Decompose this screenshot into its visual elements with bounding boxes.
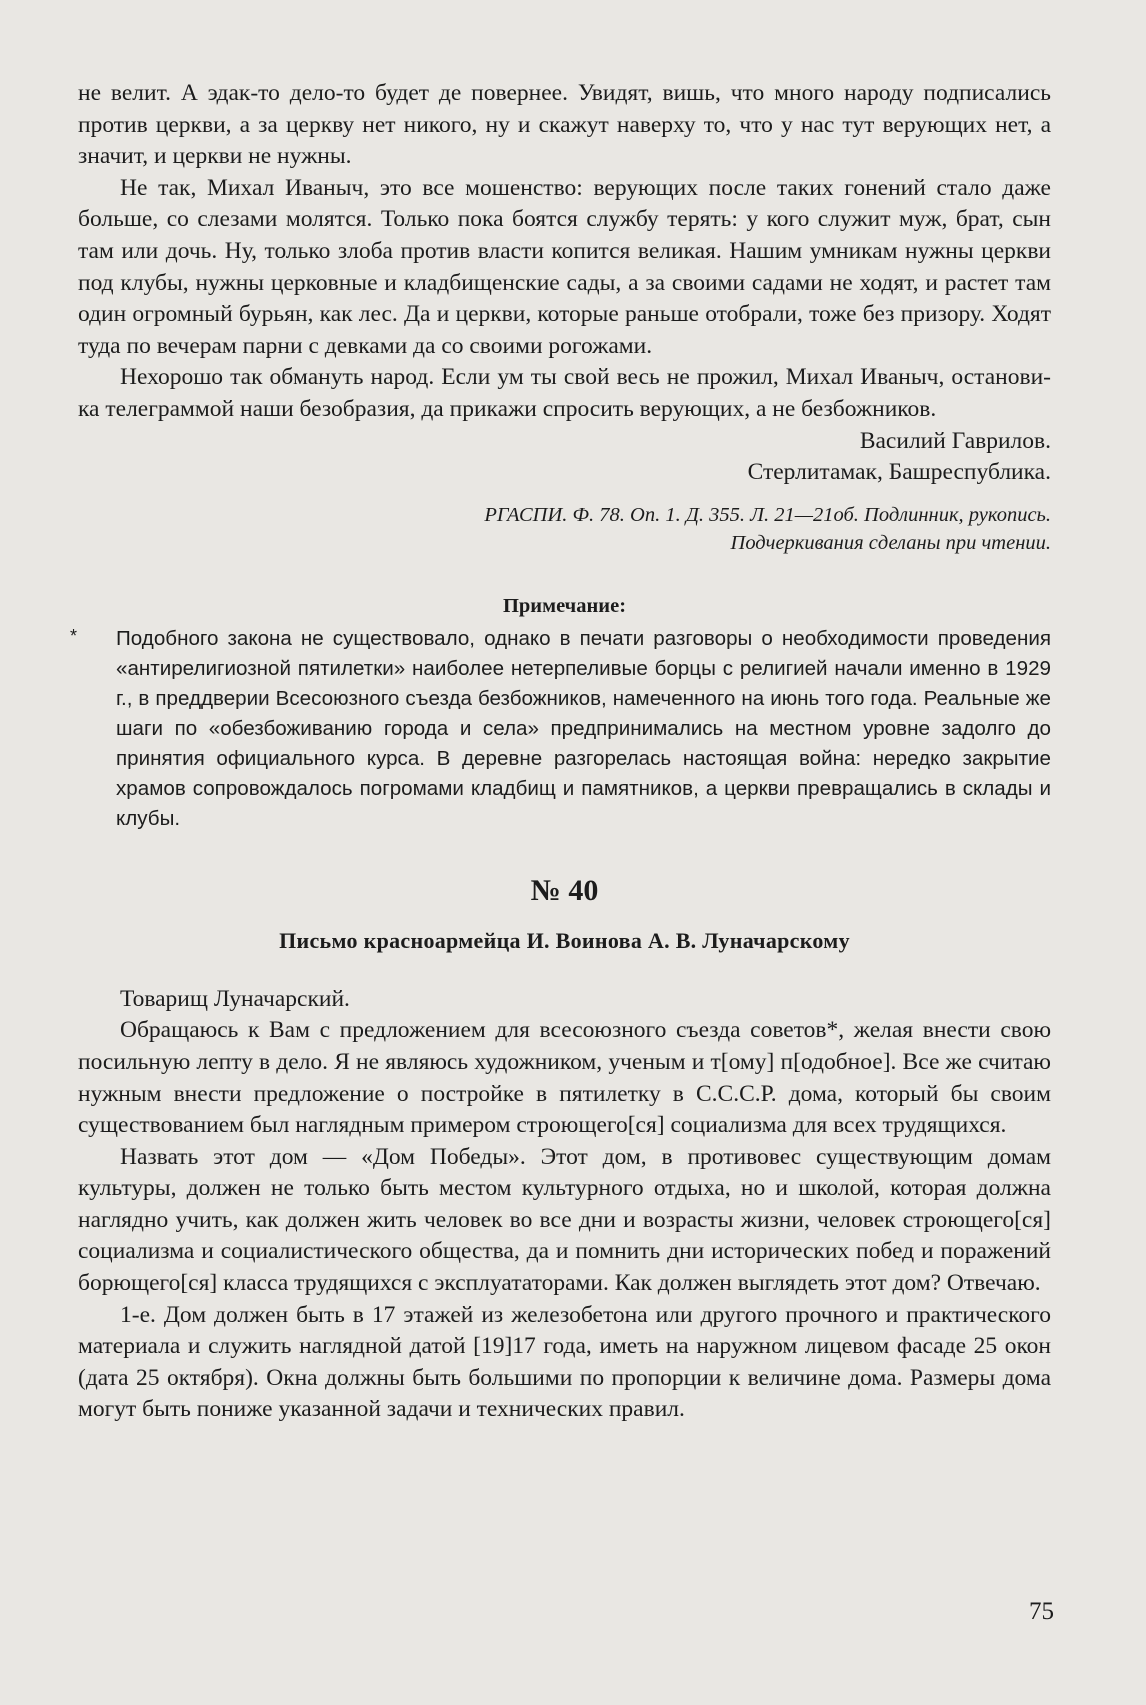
- document-paragraph: 1-е. Дом должен быть в 17 этажей из железобетона или другого прочного и практического материала и служить наглядной датой [19]17 года, иметь на наружном лицевом фасаде 25 окон (дата 25 октября). Окна должны быть большими по пропорции к величине дома. Размеры дома могут быть пониже указанной задачи и технических правил.: [78, 1301, 1051, 1423]
- document-title: Письмо красноармейца И. Воинова А. В. Луначарскому: [279, 927, 850, 953]
- footnote-text: Подобного закона не существовало, однако в печати разговоры о необходимости проведения «антирелигиозной пятилетки» наиболее нетерпеливые борцы с религией начали именно в 1929 г., в преддверии Всесоюзного съезда безбожников, намеченного на июнь того года. Реальные же шаги по «обезбоживанию города и села» предпринимались на местном уровне задолго до принятия официального курса. В деревне разгорелась настоящая война: нередко закрытие храмов сопровождалось погромами кладбищ и памятников, а церкви превращались в склады и клубы.: [116, 626, 1051, 830]
- document-number: № 40: [530, 873, 599, 907]
- greeting: Товарищ Луначарский.: [120, 985, 350, 1012]
- page-number: 75: [1029, 1598, 1054, 1625]
- footnote: [70, 624, 1051, 834]
- document-paragraph: Обращаюсь к Вам с предложением для всесоюзного съезда советов*, желая внести свою посильную лепту в дело. Я не являюсь художником, ученым и т[ому] п[одобное]. Все же считаю нужным внести предложение о постройке в пятилетку в С.С.С.Р. дома, который бы своим существованием был наглядным примером строющего[ся] социализма для всех трудящихся.: [78, 1017, 1051, 1139]
- letter-paragraph: не велит. А эдак-то дело-то будет де повернее. Увидят, вишь, что много народу подписались против церкви, а за церкву нет никого, ну и скажут наверху то, что у нас тут верующих нет, а значит, и церкви не нужны.: [78, 80, 1051, 170]
- signature-name: Василий Гаврилов.: [859, 427, 1051, 454]
- signature-place: Стерлитамак, Башреспублика.: [747, 459, 1051, 486]
- document-paragraph: Назвать этот дом — «Дом Победы». Этот дом, в противовес существующим домам культуры, должен не только быть местом культурного отдыха, но и школой, которая должна наглядно учить, как должен жить человек во все дни и возрасты жизни, человек строющего[ся] социализма и социалистического общества, да и помнить дни исторических побед и поражений борющего[ся] класса трудящихся с эксплуататорами. Как должен выглядеть этот дом? Отвечаю.: [78, 1143, 1051, 1297]
- footnote-marker: *: [70, 625, 78, 646]
- letter-paragraph: Нехорошо так обмануть народ. Если ум ты свой весь не прожил, Михал Иваныч, останови-ка телеграммой наши безобразия, да прикажи спросить верующих, а не безбожников.: [78, 364, 1051, 422]
- archive-source-note: Подчеркивания сделаны при чтении.: [730, 531, 1051, 554]
- letter-paragraph: Не так, Михал Иваныч, это все мошенство: верующих после таких гонений стало даже больше, со слезами молятся. Только пока боятся службу терять: у кого служит муж, брат, сын там или дочь. Ну, только злоба против власти копится великая. Нашим умникам нужны церкви под клубы, нужны церковные и кладбищенские сады, а за своими садами не ходят, и растет там один огромный бурьян, как лес. Да и церкви, которые раньше отобрали, тоже без призору. Ходят туда по вечерам парни с девками да со своими рогожами.: [78, 174, 1051, 359]
- note-title: Примечание:: [502, 594, 627, 617]
- archive-source: РГАСПИ. Ф. 78. Оп. 1. Д. 355. Л. 21—21об. Подлинник, рукопись.: [484, 503, 1051, 526]
